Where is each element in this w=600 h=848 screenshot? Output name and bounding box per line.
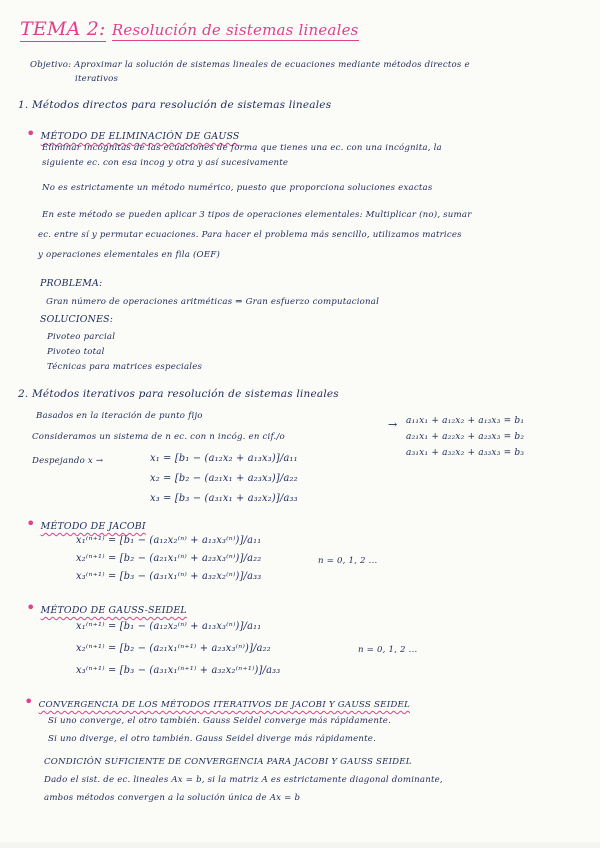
- jacobi-eq-1: x₁⁽ⁿ⁺¹⁾ = [b₁ − (a₁₂x₂⁽ⁿ⁾ + a₁₃x₃⁽ⁿ⁾)]/a₁₁: [76, 535, 262, 546]
- page-bottom-edge: [0, 842, 600, 848]
- system-arrow-icon: →: [388, 418, 398, 431]
- gauss-p1-line2: siguiente ec. con esa incog y otra y así sucesivamente: [42, 158, 289, 168]
- solution-item-1: Pivoteo parcial: [47, 332, 116, 342]
- jacobi-eq-3: x₃⁽ⁿ⁺¹⁾ = [b₃ − (a₃₁x₁⁽ⁿ⁾ + a₃₂x₂⁽ⁿ⁾)]/a₃₃: [76, 571, 262, 582]
- gauss-p3-line2: ec. entre sí y permutar ecuaciones. Para hacer el problema más sencillo, utilizamos matrices: [38, 230, 462, 240]
- bullet-icon: •: [26, 124, 36, 143]
- solution-item-2: Pivoteo total: [47, 347, 105, 357]
- sufficient-condition-line-1: Dado el sist. de ec. lineales Ax = b, si la matriz A es estrictamente diagonal dominante,: [44, 775, 443, 785]
- section2-line-1: Basados en la iteración de punto fijo: [36, 411, 203, 421]
- gauss-seidel-eq-3: x₃⁽ⁿ⁺¹⁾ = [b₃ − (a₃₁x₁⁽ⁿ⁺¹⁾ + a₃₂x₂⁽ⁿ⁺¹⁾)]/a₃₃: [76, 665, 281, 676]
- gauss-p3-line1: En este método se pueden aplicar 3 tipos de operaciones elementales: Multiplicar (no), sumar: [42, 210, 472, 220]
- gauss-seidel-n-range: n = 0, 1, 2 ...: [358, 645, 418, 655]
- convergence-line-2: Si uno diverge, el otro también. Gauss Seidel diverge más rápidamente.: [48, 734, 376, 744]
- bullet-icon: •: [26, 598, 36, 617]
- jacobi-heading: • MÉTODO DE JACOBI: [26, 514, 146, 533]
- convergence-heading: • CONVERGENCIA DE LOS MÉTODOS ITERATIVOS DE JACOBI Y GAUSS SEIDEL: [24, 692, 410, 711]
- section1-heading: 1. Métodos directos para resolución de sistemas lineales: [18, 99, 332, 111]
- gauss-method-heading: • MÉTODO DE ELIMINACIÓN DE GAUSS: [26, 124, 240, 143]
- despeje-eq-2: x₂ = [b₂ − (a₂₁x₁ + a₂₃x₃)]/a₂₂: [150, 473, 298, 484]
- problem-text: Gran número de operaciones aritméticas ⇒ Gran esfuerzo computacional: [46, 297, 380, 307]
- sufficient-condition-line-2: ambos métodos convergen a la solución única de Ax = b: [44, 793, 301, 803]
- section2-line-2: Consideramos un sistema de n ec. con n incóg. en cif./o: [32, 432, 285, 442]
- system-eq-1: a₁₁x₁ + a₁₂x₂ + a₁₃x₃ = b₁: [406, 416, 525, 426]
- problem-label: PROBLEMA:: [40, 278, 103, 289]
- page-title: [20, 18, 359, 40]
- convergence-line-1: Si uno converge, el otro también. Gauss Seidel converge más rápidamente.: [48, 716, 391, 726]
- gauss-p1-line1: Eliminar incógnitas de las ecuaciones de forma que tienes una ec. con una incógnita, la: [42, 143, 442, 153]
- solutions-label: SOLUCIONES:: [40, 314, 114, 325]
- despeje-eq-1: x₁ = [b₁ − (a₁₂x₂ + a₁₃x₃)]/a₁₁: [150, 453, 298, 464]
- jacobi-eq-2: x₂⁽ⁿ⁺¹⁾ = [b₂ − (a₂₁x₁⁽ⁿ⁾ + a₂₃x₃⁽ⁿ⁾)]/a₂₂: [76, 553, 262, 564]
- bullet-icon: •: [26, 514, 36, 533]
- solution-item-3: Técnicas para matrices especiales: [47, 362, 203, 372]
- objective-line-1: Objetivo: Aproximar la solución de sistemas lineales de ecuaciones mediante métodos directos e: [30, 60, 470, 70]
- title-prefix: TEMA 2:: [20, 18, 106, 40]
- despeje-eq-3: x₃ = [b₃ − (a₃₁x₁ + a₃₂x₂)]/a₃₃: [150, 493, 298, 504]
- gauss-p2: No es estrictamente un método numérico, puesto que proporciona soluciones exactas: [42, 183, 433, 193]
- gauss-p3-line3: y operaciones elementales en fila (OEF): [38, 250, 220, 260]
- sufficient-condition-heading: CONDICIÓN SUFICIENTE DE CONVERGENCIA PARA JACOBI Y GAUSS SEIDEL: [44, 757, 412, 767]
- objective-line-2: iterativos: [75, 74, 119, 84]
- system-eq-3: a₃₁x₁ + a₃₂x₂ + a₃₃x₃ = b₃: [406, 448, 525, 458]
- system-eq-2: a₂₁x₁ + a₂₂x₂ + a₂₃x₃ = b₂: [406, 432, 525, 442]
- gauss-seidel-heading: • MÉTODO DE GAUSS-SEIDEL: [26, 598, 187, 617]
- despejando-label: Despejando x →: [32, 456, 104, 466]
- title-text: Resolución de sistemas lineales: [111, 21, 359, 39]
- bullet-icon: •: [24, 692, 34, 711]
- section2-heading: 2. Métodos iterativos para resolución de sistemas lineales: [18, 388, 339, 400]
- gauss-seidel-eq-1: x₁⁽ⁿ⁺¹⁾ = [b₁ − (a₁₂x₂⁽ⁿ⁾ + a₁₃x₃⁽ⁿ⁾)]/a₁₁: [76, 621, 262, 632]
- gauss-seidel-eq-2: x₂⁽ⁿ⁺¹⁾ = [b₂ − (a₂₁x₁⁽ⁿ⁺¹⁾ + a₂₃x₃⁽ⁿ⁾)]/a₂₂: [76, 643, 271, 654]
- jacobi-n-range: n = 0, 1, 2 ...: [318, 556, 378, 566]
